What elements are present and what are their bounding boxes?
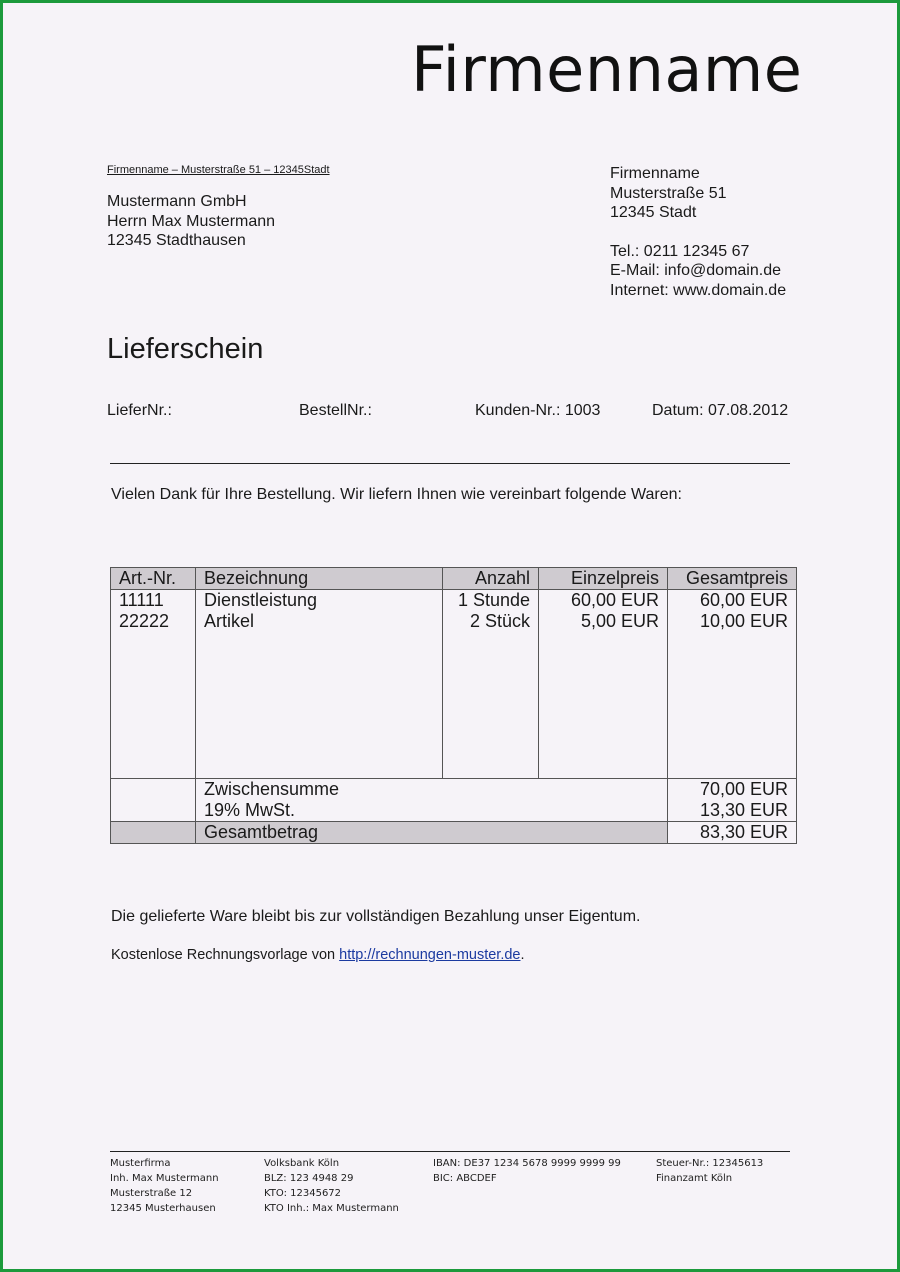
footer-line: Steuer-Nr.: 12345613 (656, 1158, 764, 1169)
recipient-city: 12345 Stadthausen (107, 232, 246, 249)
contact-phone: Tel.: 0211 12345 67 (610, 242, 750, 260)
table-row (111, 590, 797, 612)
recipient-person: Herrn Max Mustermann (107, 212, 276, 230)
footer-divider (110, 1151, 790, 1152)
header-quantity: Anzahl (443, 568, 539, 590)
footer-line: Musterfirma (110, 1158, 171, 1169)
footer-iban (433, 1156, 621, 1186)
recipient-company: Mustermann GmbH (107, 193, 247, 210)
total-price: 60,00 EUR (668, 590, 797, 612)
total-value: 83,30 EUR (668, 822, 797, 844)
footer-line: Finanzamt Köln (656, 1173, 733, 1184)
contact-internet: Internet: www.domain.de (610, 281, 787, 299)
footer-line: Volksbank Köln (264, 1158, 340, 1169)
header-total-price: Gesamtpreis (668, 568, 797, 590)
items-table (110, 567, 797, 844)
footer-line: IBAN: DE37 1234 5678 9999 9999 99 (433, 1158, 621, 1169)
header-unit-price: Einzelpreis (539, 568, 668, 590)
document-title: Lieferschein (107, 333, 264, 365)
template-credit-suffix: . (520, 947, 525, 963)
document-date: Datum: 07.08.2012 (652, 402, 789, 419)
subtotal-label: Zwischensumme (196, 779, 668, 801)
footer-tax (656, 1156, 763, 1186)
article-number: 11111 (111, 590, 196, 612)
template-source-link[interactable]: http://rechnungen-muster.de (339, 947, 521, 963)
unit-price: 5,00 EUR (539, 611, 668, 632)
description: Artikel (196, 611, 443, 632)
company-title: Firmenname (411, 33, 803, 106)
header-article-number: Art.-Nr. (111, 568, 196, 590)
contact-name: Firmenname (610, 165, 700, 182)
tax-row (111, 800, 797, 822)
footer-line: KTO Inh.: Max Mustermann (264, 1203, 399, 1214)
footer-bank (264, 1156, 399, 1216)
footer-line: 12345 Musterhausen (110, 1203, 216, 1214)
total-label: Gesamtbetrag (196, 822, 668, 844)
company-contact-block (610, 164, 786, 300)
tax-label: 19% MwSt. (204, 800, 296, 820)
table-empty-space (111, 632, 797, 779)
article-number: 22222 (111, 611, 196, 632)
intro-text: Vielen Dank für Ihre Bestellung. Wir liefern Ihnen wie vereinbart folgende Waren: (111, 486, 682, 503)
subtotal-value: 70,00 EUR (668, 779, 797, 801)
contact-street: Musterstraße 51 (610, 184, 727, 202)
header-divider (110, 463, 790, 464)
order-number-label: BestellNr.: (299, 402, 372, 419)
total-price: 10,00 EUR (668, 611, 797, 632)
footer-line: KTO: 12345672 (264, 1188, 342, 1199)
unit-price: 60,00 EUR (539, 590, 668, 612)
template-credit-text: Kostenlose Rechnungsvorlage von (111, 947, 340, 963)
total-row (111, 822, 797, 844)
quantity: 1 Stunde (443, 590, 539, 612)
footer-line: BIC: ABCDEF (433, 1173, 497, 1184)
template-credit (111, 947, 525, 963)
tax-value: 13,30 EUR (668, 800, 797, 822)
ownership-note: Die gelieferte Ware bleibt bis zur vollständigen Bezahlung unser Eigentum. (111, 908, 641, 925)
footer-line: Inh. Max Mustermann (110, 1173, 219, 1184)
contact-city: 12345 Stadt (610, 204, 697, 221)
sender-address-line: Firmenname – Musterstraße 51 – 12345Stadt (107, 164, 330, 176)
customer-number: Kunden-Nr.: 1003 (475, 402, 601, 419)
table-header-row (111, 568, 797, 590)
footer-line: Musterstraße 12 (110, 1188, 193, 1199)
table-row (111, 611, 797, 632)
footer-line: BLZ: 123 4948 29 (264, 1173, 354, 1184)
description: Dienstleistung (196, 590, 443, 612)
footer-company (110, 1156, 219, 1216)
subtotal-row (111, 779, 797, 801)
contact-email: E-Mail: info@domain.de (610, 262, 781, 279)
header-description: Bezeichnung (196, 568, 443, 590)
quantity: 2 Stück (443, 611, 539, 632)
recipient-address (107, 192, 275, 251)
delivery-number-label: LieferNr.: (107, 402, 172, 419)
